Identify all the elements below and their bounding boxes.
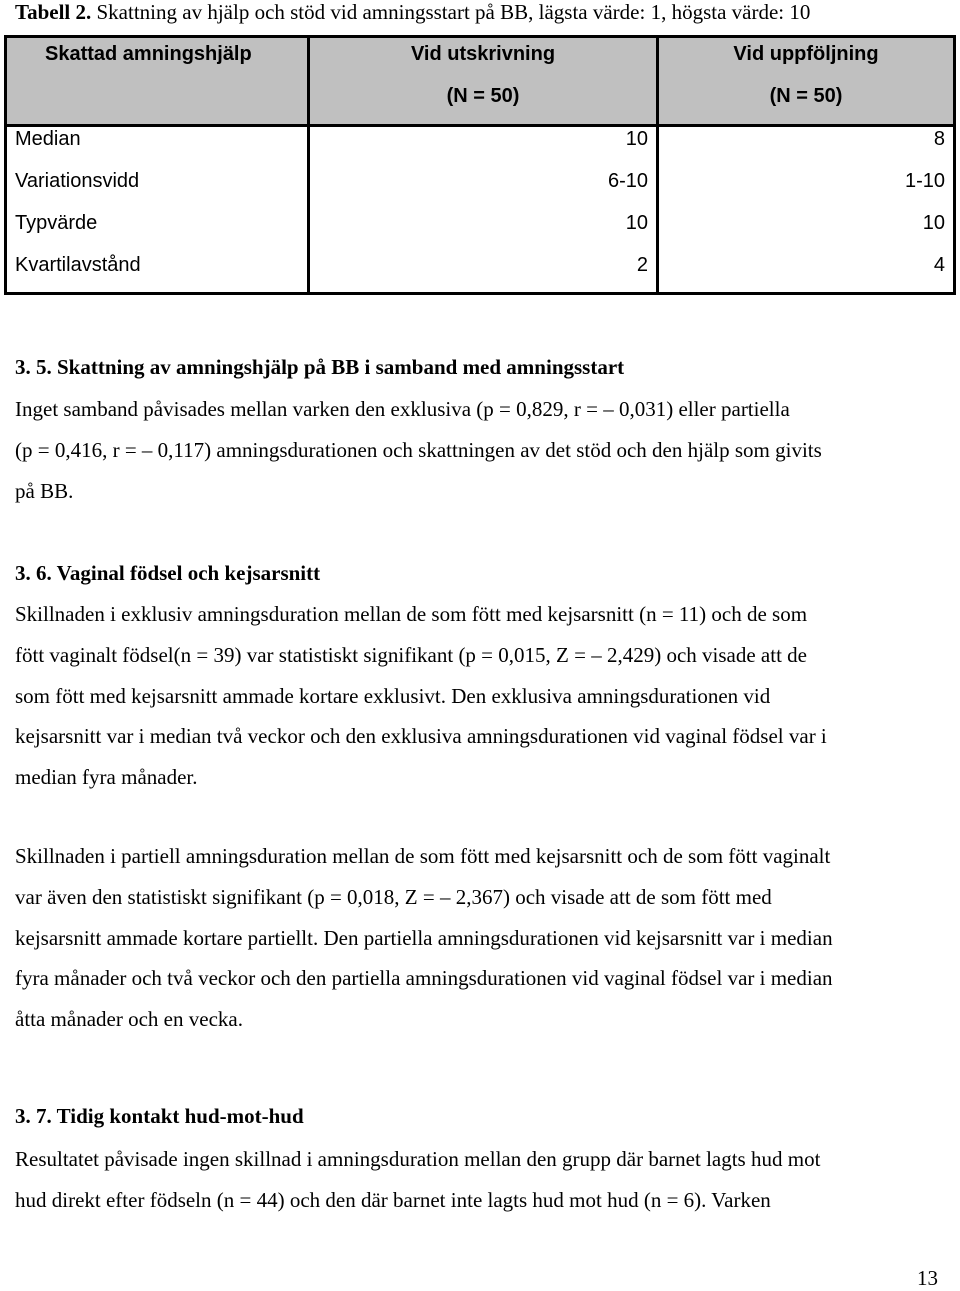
table-caption	[15, 0, 810, 24]
section-heading-3-5: 3. 5. Skattning av amningshjälp på BB i samband med amningsstart	[15, 355, 625, 379]
paragraph-line: var även den statistiskt signifikant (p = 0,018, Z = – 2,367) och visade att de som fött med	[15, 884, 772, 909]
section-3-5-paragraph	[15, 389, 950, 511]
paragraph-line: kejsarsnitt ammade kortare partiellt. Den partiella amningsdurationen vid kejsarsnitt var i median	[15, 925, 833, 950]
header-followup: Vid uppföljning	[733, 43, 879, 65]
row-label-mode: Typvärde	[15, 212, 98, 234]
section-heading-3-7: 3. 7. Tidig kontakt hud-mot-hud	[15, 1104, 304, 1128]
header-discharge-n: (N = 50)	[446, 85, 520, 107]
paragraph-line: Inget samband påvisades mellan varken den exklusiva (p = 0,829, r = – 0,031) eller partiella	[15, 397, 790, 421]
paragraph-line: Skillnaden i partiell amningsduration mellan de som fött med kejsarsnitt och de som fött vaginalt	[15, 844, 831, 868]
paragraph-line: som fött med kejsarsnitt ammade kortare exklusivt. Den exklusiva amningsdurationen vid	[15, 683, 771, 708]
cell-mode-followup: 10	[922, 212, 945, 234]
row-label-iqr: Kvartilavstånd	[15, 254, 141, 276]
paragraph-line: fyra månader och två veckor och den partiella amningsdurationen vid vaginal födsel var i median	[15, 966, 833, 991]
page-number: 13	[917, 1266, 938, 1290]
section-3-6-paragraph-1	[15, 594, 950, 798]
row-label-median: Median	[15, 128, 81, 150]
cell-iqr-discharge: 2	[636, 254, 648, 276]
paragraph-line: (p = 0,416, r = – 0,117) amningsdurationen och skattningen av det stöd och den hjälp som givits	[15, 437, 822, 462]
paragraph-line: åtta månader och en vecka.	[15, 1007, 243, 1032]
section-heading-3-6: 3. 6. Vaginal födsel och kejsarsnitt	[15, 561, 321, 585]
row-label-range: Variationsvidd	[15, 170, 140, 192]
cell-median-discharge: 10	[625, 128, 648, 150]
cell-range-followup: 1-10	[904, 170, 945, 192]
paragraph-line: kejsarsnitt var i median två veckor och den exklusiva amningsdurationen vid vaginal födsel var i	[15, 724, 827, 749]
header-discharge: Vid utskrivning	[410, 43, 556, 65]
cell-median-followup: 8	[933, 128, 945, 150]
results-table	[4, 35, 956, 295]
paragraph-line: på BB.	[15, 478, 74, 503]
section-3-7-paragraph	[15, 1139, 950, 1221]
paragraph-line: Resultatet påvisade ingen skillnad i amningsduration mellan den grupp där barnet lagts hud mot	[15, 1147, 821, 1171]
cell-iqr-followup: 4	[933, 254, 945, 276]
paragraph-line: Skillnaden i exklusiv amningsduration mellan de som fött med kejsarsnitt (n = 11) och de som	[15, 602, 808, 626]
table-caption-lead: Tabell 2.	[15, 0, 92, 24]
table-caption-text: Skattning av hjälp och stöd vid amningsstart på BB, lägsta värde: 1, högsta värde: 10	[91, 0, 811, 24]
header-estimated-help: Skattad amningshjälp	[45, 43, 252, 65]
cell-range-discharge: 6-10	[607, 170, 648, 192]
paragraph-line: fött vaginalt födsel(n = 39) var statistiskt signifikant (p = 0,015, Z = – 2,429) och visade att de	[15, 642, 807, 667]
cell-mode-discharge: 10	[625, 212, 648, 234]
paragraph-line: median fyra månader.	[15, 765, 198, 790]
header-followup-n: (N = 50)	[769, 85, 843, 107]
section-3-6-paragraph-2	[15, 836, 950, 1040]
paragraph-line: hud direkt efter födseln (n = 44) och den där barnet inte lagts hud mot hud (n = 6). Varken	[15, 1187, 771, 1212]
